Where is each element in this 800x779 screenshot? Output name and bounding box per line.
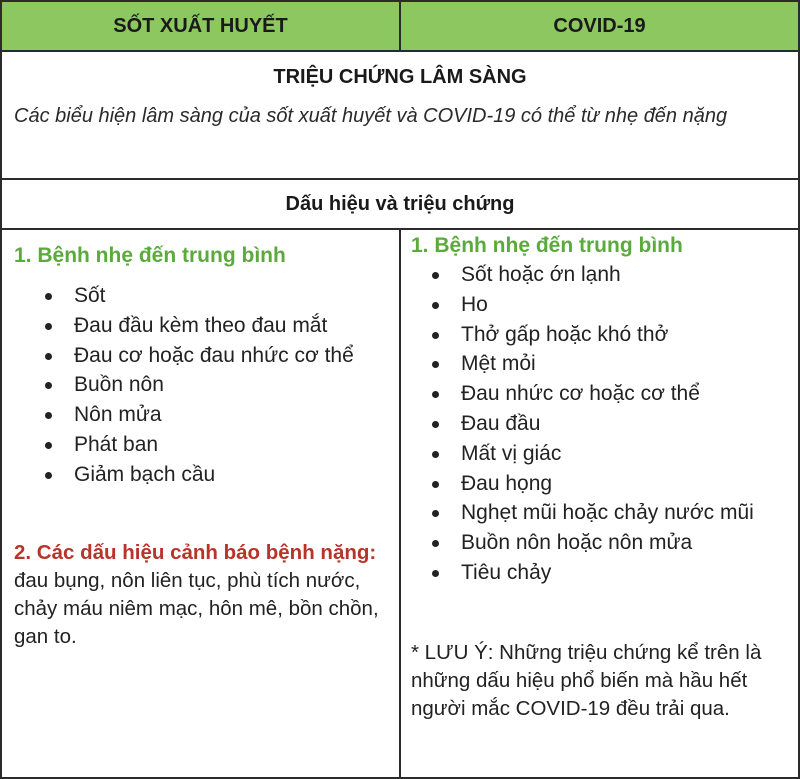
dengue-warning-signs (14, 539, 392, 651)
list-item: Buồn nôn (14, 370, 399, 400)
bullet-icon (432, 570, 439, 577)
list-item: Đau họng (401, 469, 791, 499)
clinical-title: TRIỆU CHỨNG LÂM SÀNG (273, 66, 527, 88)
bullet-icon (45, 442, 52, 449)
bullet-icon (45, 293, 52, 300)
list-item: Ho (401, 290, 791, 320)
list-item: Phát ban (14, 430, 399, 460)
dengue-symptom-list (14, 281, 399, 490)
bullet-icon (432, 361, 439, 368)
dengue-mild-heading: 1. Bệnh nhẹ đến trung bình (14, 244, 286, 267)
list-item: Đau cơ hoặc đau nhức cơ thể (14, 341, 399, 371)
bullet-icon (432, 302, 439, 309)
bullet-icon (45, 472, 52, 479)
bullet-icon (432, 421, 439, 428)
covid-mild-heading: 1. Bệnh nhẹ đến trung bình (411, 234, 683, 257)
list-item: Buồn nôn hoặc nôn mửa (401, 528, 791, 558)
warning-heading: 2. Các dấu hiệu cảnh báo bệnh nặng: (14, 541, 377, 564)
covid-column (401, 230, 798, 777)
bullet-icon (432, 391, 439, 398)
list-item: Giảm bạch cầu (14, 460, 399, 490)
bullet-icon (45, 353, 52, 360)
header-dengue: SỐT XUẤT HUYẾT (2, 2, 401, 50)
clinical-description: Các biểu hiện lâm sàng của sốt xuất huyết và COVID-19 có thể từ nhẹ đến nặng (14, 105, 728, 127)
header-covid: COVID-19 (553, 14, 646, 37)
symptoms-body (2, 230, 798, 777)
list-item: Thở gấp hoặc khó thở (401, 320, 791, 350)
bullet-icon (432, 510, 439, 517)
signs-title: Dấu hiệu và triệu chứng (2, 180, 798, 230)
covid-symptom-list (401, 260, 791, 588)
table-header (2, 2, 798, 52)
list-item: Tiêu chảy (401, 558, 791, 588)
list-item: Nghẹt mũi hoặc chảy nước mũi (401, 498, 791, 528)
list-item: Đau nhức cơ hoặc cơ thể (401, 379, 791, 409)
bullet-icon (432, 540, 439, 547)
bullet-icon (432, 481, 439, 488)
list-item: Đau đầu kèm theo đau mắt (14, 311, 399, 341)
warning-text: đau bụng, nôn liên tục, phù tích nước, chảy máu niêm mạc, hôn mê, bồn chồn, gan to. (14, 569, 379, 648)
bullet-icon (432, 451, 439, 458)
list-item: Sốt (14, 281, 399, 311)
bullet-icon (432, 332, 439, 339)
list-item: Nôn mửa (14, 400, 399, 430)
list-item: Đau đầu (401, 409, 791, 439)
list-item: Mất vị giác (401, 439, 791, 469)
bullet-icon (45, 382, 52, 389)
dengue-column (2, 230, 401, 777)
bullet-icon (45, 412, 52, 419)
list-item: Mệt mỏi (401, 349, 791, 379)
bullet-icon (45, 323, 52, 330)
covid-note: * LƯU Ý: Những triệu chứng kể trên là những dấu hiệu phổ biến mà hầu hết người mắc COVID-19 đều trải qua. (411, 641, 762, 720)
list-item: Sốt hoặc ớn lạnh (401, 260, 791, 290)
bullet-icon (432, 272, 439, 279)
clinical-section (2, 52, 798, 180)
